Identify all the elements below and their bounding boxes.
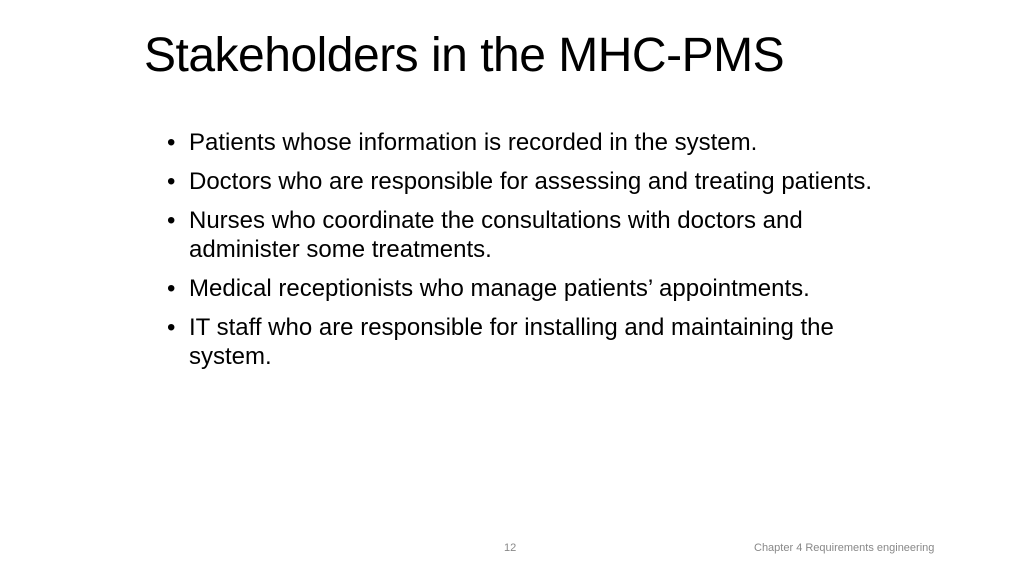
bullet-item (165, 206, 905, 264)
bullet-item (165, 274, 905, 303)
bullet-dot-icon: • (167, 129, 176, 156)
bullet-list (165, 128, 905, 381)
bullet-item (165, 128, 905, 157)
bullet-text: IT staff who are responsible for installing and maintaining the system. (189, 314, 834, 370)
bullet-text: Patients whose information is recorded in the system. (189, 129, 758, 156)
bullet-dot-icon: • (167, 275, 176, 302)
bullet-dot-icon: • (167, 168, 176, 195)
bullet-dot-icon: • (167, 314, 176, 341)
bullet-text: Doctors who are responsible for assessing and treating patients. (189, 168, 873, 195)
bullet-item (165, 313, 905, 371)
bullet-text: Medical receptionists who manage patients’ appointments. (189, 275, 810, 302)
bullet-text: Nurses who coordinate the consultations with doctors and administer some treatments. (189, 207, 803, 263)
chapter-footer: Chapter 4 Requirements engineering (754, 542, 935, 554)
bullet-item (165, 167, 905, 196)
slide-title: Stakeholders in the MHC-PMS (144, 29, 785, 82)
page-number: 12 (504, 542, 517, 554)
bullet-dot-icon: • (167, 207, 176, 234)
